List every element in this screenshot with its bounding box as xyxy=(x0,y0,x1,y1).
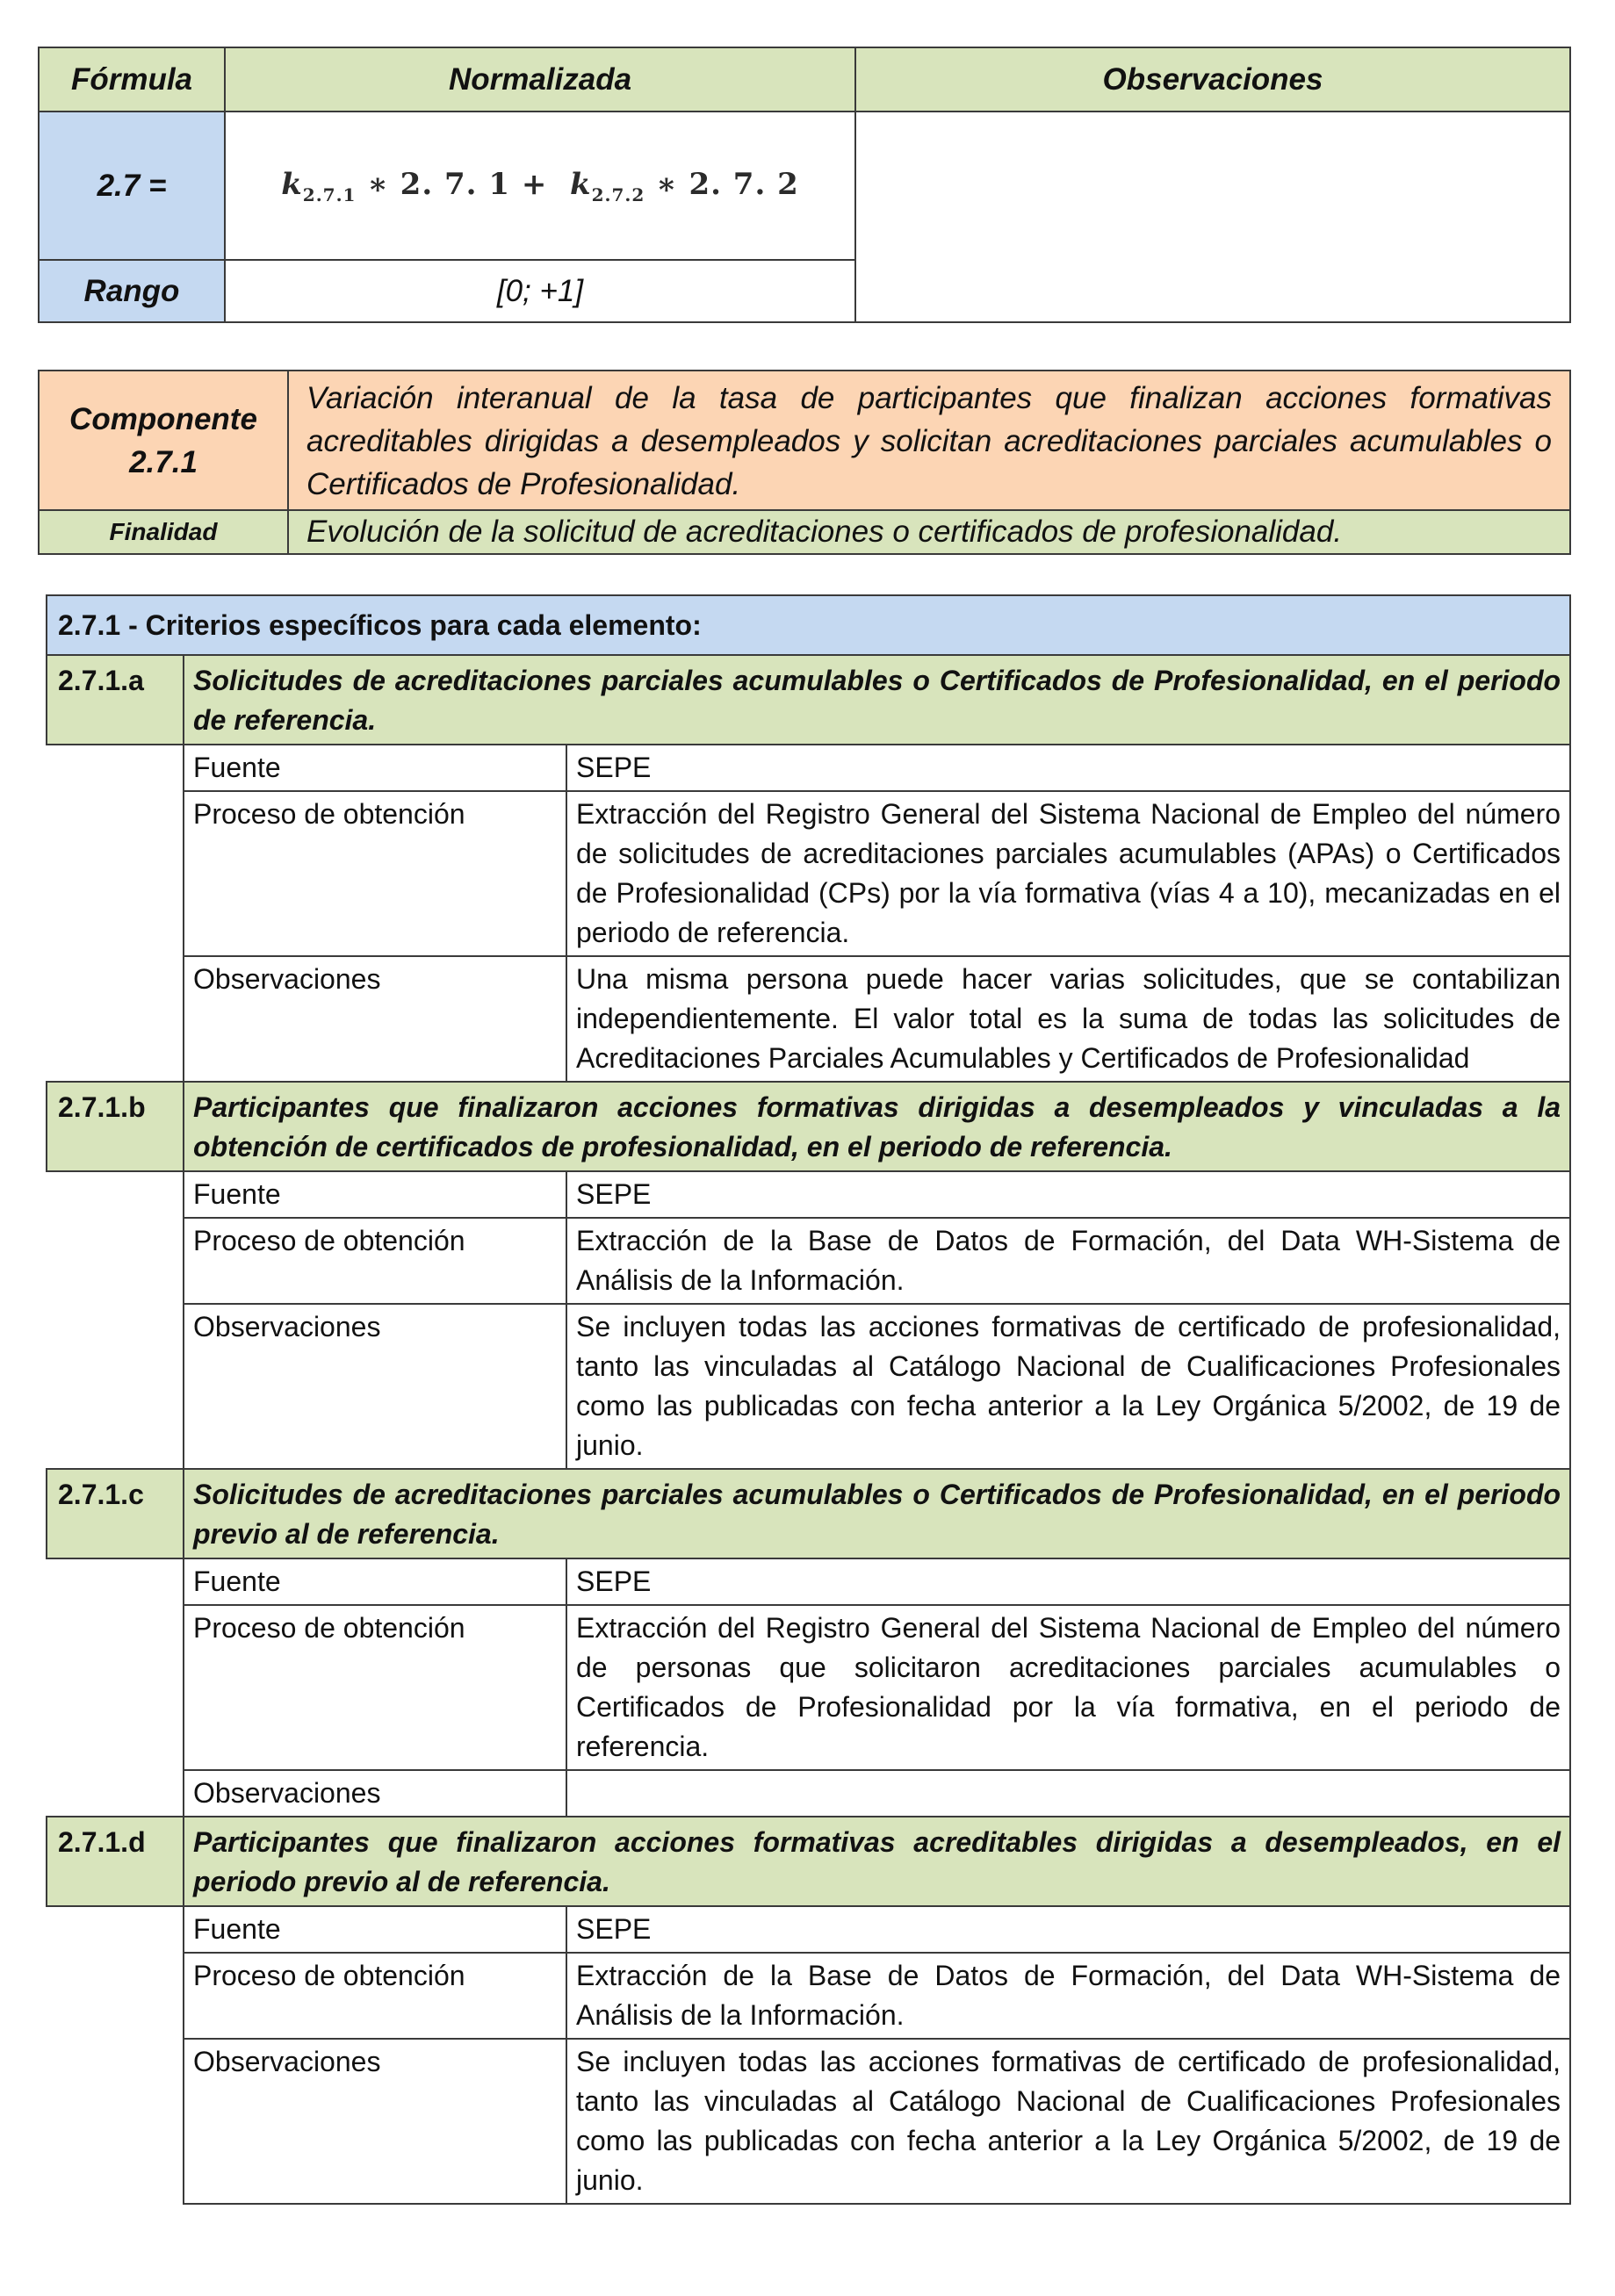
range-value: [0; +1] xyxy=(225,260,855,322)
formula-cell xyxy=(225,112,855,260)
fuente-label: Fuente xyxy=(184,1906,566,1953)
header-formula: Fórmula xyxy=(39,47,225,112)
header-normalizada: Normalizada xyxy=(225,47,855,112)
finalidad-label: Finalidad xyxy=(39,510,288,554)
component-table xyxy=(38,370,1571,555)
element-title: Solicitudes de acreditaciones parciales acumulables o Certificados de Profesionalidad, en el periodo previo al de referencia. xyxy=(184,1469,1570,1558)
fuente-value: SEPE xyxy=(566,745,1570,791)
element-code: 2.7.1.c xyxy=(47,1469,184,1558)
observaciones-label: Observaciones xyxy=(184,1770,566,1817)
element-title: Solicitudes de acreditaciones parciales acumulables o Certificados de Profesionalidad, en el periodo de referencia. xyxy=(184,655,1570,745)
observaciones-label: Observaciones xyxy=(184,956,566,1082)
fuente-label: Fuente xyxy=(184,745,566,791)
formula-label: 2.7 = xyxy=(39,112,225,260)
proceso-label: Proceso de obtención xyxy=(184,1953,566,2039)
proceso-value: Extracción del Registro General del Sistema Nacional de Empleo del número de personas que solicitaron acreditaciones parciales acumulables o Certificados de Profesionalidad por la vía formativa, en el periodo de referencia. xyxy=(566,1605,1570,1770)
element-title: Participantes que finalizaron acciones formativas dirigidas a desempleados y vinculadas a la obtención de certificados de profesionalidad, en el periodo de referencia. xyxy=(184,1082,1570,1171)
observaciones-value: Se incluyen todas las acciones formativas de certificado de profesionalidad, tanto las vinculadas al Catálogo Nacional de Cualificaciones Profesionales como las publicadas con fecha anterior a la Ley Orgánica 5/2002, de 19 de junio. xyxy=(566,2039,1570,2204)
element-code: 2.7.1.b xyxy=(47,1082,184,1171)
header-observaciones: Observaciones xyxy=(855,47,1570,112)
fuente-label: Fuente xyxy=(184,1558,566,1605)
element-title: Participantes que finalizaron acciones formativas acreditables dirigidas a desempleados, en el periodo previo al de referencia. xyxy=(184,1817,1570,1906)
proceso-label: Proceso de obtención xyxy=(184,1605,566,1770)
observaciones-value xyxy=(566,1770,1570,1817)
proceso-label: Proceso de obtención xyxy=(184,1218,566,1304)
criteria-table xyxy=(46,594,1571,2205)
criteria-title: 2.7.1 - Criterios específicos para cada elemento: xyxy=(47,595,1570,655)
proceso-value: Extracción del Registro General del Sistema Nacional de Empleo del número de solicitudes de acreditaciones parciales acumulables (APAs) o Certificados de Profesionalidad (CPs) por la vía formativa (vías 4 a 10), mecanizadas en el periodo de referencia. xyxy=(566,791,1570,956)
observaciones-value: Se incluyen todas las acciones formativas de certificado de profesionalidad, tanto las vinculadas al Catálogo Nacional de Cualificaciones Profesionales como las publicadas con fecha anterior a la Ley Orgánica 5/2002, de 19 de junio. xyxy=(566,1304,1570,1469)
fuente-value: SEPE xyxy=(566,1171,1570,1218)
proceso-value: Extracción de la Base de Datos de Formación, del Data WH-Sistema de Análisis de la Información. xyxy=(566,1953,1570,2039)
observaciones-value: Una misma persona puede hacer varias solicitudes, que se contabilizan independientemente. El valor total es la suma de todas las solicitudes de Acreditaciones Parciales Acumulables y Certificados de Profesionalidad xyxy=(566,956,1570,1082)
observaciones-cell xyxy=(855,112,1570,322)
formula-equation: $k_{2.7.1}$ ∗ 2. 7. $1 + k_{2.7.2}$ ∗ 2. 7. 2 xyxy=(281,166,799,205)
proceso-value: Extracción de la Base de Datos de Formación, del Data WH-Sistema de Análisis de la Información. xyxy=(566,1218,1570,1304)
fuente-value: SEPE xyxy=(566,1906,1570,1953)
component-description: Variación interanual de la tasa de participantes que finalizan acciones formativas acreditables dirigidas a desempleados y solicitan acreditaciones parciales acumulables o Certificados de Profesionalidad. xyxy=(288,371,1570,510)
fuente-value: SEPE xyxy=(566,1558,1570,1605)
component-label: Componente 2.7.1 xyxy=(39,371,288,510)
element-code: 2.7.1.d xyxy=(47,1817,184,1906)
range-label: Rango xyxy=(39,260,225,322)
finalidad-text: Evolución de la solicitud de acreditaciones o certificados de profesionalidad. xyxy=(288,510,1570,554)
element-code: 2.7.1.a xyxy=(47,655,184,745)
fuente-label: Fuente xyxy=(184,1171,566,1218)
observaciones-label: Observaciones xyxy=(184,2039,566,2204)
observaciones-label: Observaciones xyxy=(184,1304,566,1469)
proceso-label: Proceso de obtención xyxy=(184,791,566,956)
formula-table xyxy=(38,47,1571,323)
